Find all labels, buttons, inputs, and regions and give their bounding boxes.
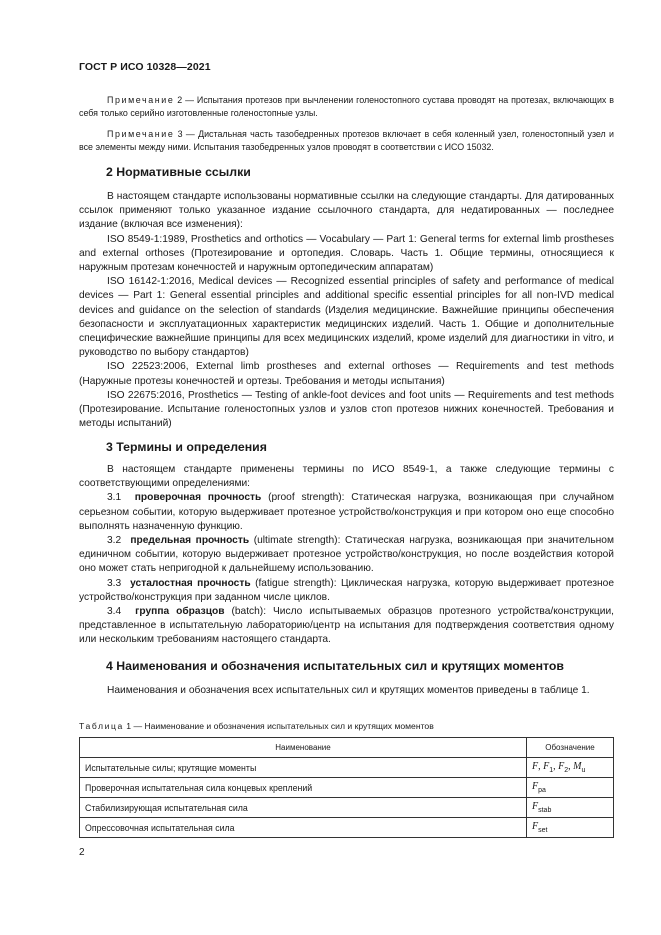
term: предельная прочность xyxy=(130,535,250,547)
cell-name: Испытательные силы; крутящие моменты xyxy=(80,758,527,778)
table-row xyxy=(80,758,614,778)
page-number: 2 xyxy=(79,847,85,858)
term-definition: 3.1 проверочная прочность (proof strength): Статическая нагрузка, возникающая при случайном серьезном событии, которую выдерживает протезное устройство/конструкция и при котором оно еще способно выполнять назначенную функцию. xyxy=(79,492,614,532)
section-3-title: 3 Термины и определения xyxy=(106,440,267,454)
table-body xyxy=(80,758,614,838)
note-text: 3 — Дистальная часть тазобедренных протезов включает в себя коленный узел, голеностопный узел и все элементы между ними. Испытания тазобедренных узлов проводят в соответствии с ИСО 15032. xyxy=(79,129,614,152)
section-2-title: 2 Нормативные ссылки xyxy=(106,165,251,179)
cell-symbol: $F_{set}$ xyxy=(527,818,614,838)
note-label: Примечание xyxy=(107,95,175,105)
column-header-symbol: Обозначение xyxy=(527,738,614,758)
term: усталостная прочность xyxy=(130,577,251,589)
term: проверочная прочность xyxy=(134,492,262,504)
column-header-name: Наименование xyxy=(80,738,527,758)
paragraph: В настоящем стандарте применены термины по ИСО 8549-1, а также следующие термины с соответствующими определениями: xyxy=(79,464,614,490)
table-row xyxy=(80,778,614,798)
term-definition: 3.3 усталостная прочность (fatigue strength): Циклическая нагрузка, которую выдерживает протезное устройство/конструкция при заданном числе циклов. xyxy=(79,577,614,603)
cell-name: Опрессовочная испытательная сила xyxy=(80,818,527,838)
table-row xyxy=(80,818,614,838)
notes-block xyxy=(79,94,614,154)
note-3 xyxy=(79,128,614,154)
section-2-body xyxy=(79,190,614,431)
term-definition: 3.4 группа образцов (batch): Число испытываемых образцов протезного устройства/конструкции, представленное в испытательную лабораторию/центр на испытания для подтверждения соответствия одному или нескольким требованиям настоящего стандарта. xyxy=(79,606,614,646)
reference-item: ISO 8549-1:1989, Prosthetics and orthotics — Vocabulary — Part 1: General terms for external limb prostheses and external orthoses (Протезирование и ортопедия. Словарь. Часть 1. Общие термины, относящиеся к наружным протезам конечностей и наружным ортопедическим аппаратам) xyxy=(79,233,614,274)
note-text: 2 — Испытания протезов при вычленении голеностопного сустава проводят на протезах, включающих в себя только серийно изготовленные голеностопные узлы. xyxy=(79,95,614,118)
table-caption: Таблица 1 — Наименование и обозначения испытательных сил и крутящих моментов xyxy=(79,721,434,731)
term-definition: 3.2 предельная прочность (ultimate strength): Статическая нагрузка, возникающая при значительном единичном событии, которую выдерживает протезное устройство/конструкция, но после воздействия которой оно может стать непригодной к дальнейшему использованию. xyxy=(79,535,614,575)
table-row xyxy=(80,798,614,818)
section-3-body xyxy=(79,463,614,648)
reference-item: ISO 22523:2006, External limb prostheses and external orthoses — Requirements and test methods (Наружные протезы конечностей и ортезы. Требования и методы испытания) xyxy=(79,361,614,387)
paragraph: В настоящем стандарте использованы нормативные ссылки на следующие стандарты. Для датированных ссылок применяют только указанное издание ссылочного стандарта, для недатированных — последнее издание (включая все изменения): xyxy=(79,191,614,231)
cell-name: Проверочная испытательная сила концевых креплений xyxy=(80,778,527,798)
cell-symbol: F, $F_1$, $F_2$, $M_u$ xyxy=(527,758,614,778)
term: группа образцов xyxy=(135,606,225,618)
reference-item: ISO 22675:2016, Prosthetics — Testing of ankle-foot devices and foot units — Requirements and test methods (Протезирование. Испытание голеностопных узлов и узлов стоп протезов нижних конечностей. Требования и методы испытаний) xyxy=(79,389,614,430)
reference-item: ISO 16142-1:2016, Medical devices — Recognized essential principles of safety and performance of medical devices — Part 1: General essential principles and additional specific essential principles for all non-IVD medical devices and guidance on the selection of standards (Изделия медицинские. Важнейшие принципы обеспечения безопасности и эксплуатационных характеристик медицинских изделий. Часть 1. Общие и дополнительные специфические важнейшие принципы для всех медицинских изделий, кроме изделий для диагностики in vitro, и руководство по выбору стандартов) xyxy=(79,276,614,359)
table-1 xyxy=(79,737,614,838)
document-header: ГОСТ Р ИСО 10328—2021 xyxy=(79,61,211,73)
cell-symbol: $F_{stab}$ xyxy=(527,798,614,818)
table-header-row xyxy=(80,738,614,758)
section-4-title: 4 Наименования и обозначения испытательных сил и крутящих моментов xyxy=(106,659,564,673)
note-2 xyxy=(79,94,614,120)
paragraph: Наименования и обозначения всех испытательных сил и крутящих моментов приведены в таблице 1. xyxy=(107,685,590,696)
section-4-body xyxy=(79,684,614,698)
cell-symbol: $F_{pa}$ xyxy=(527,778,614,798)
cell-name: Стабилизирующая испытательная сила xyxy=(80,798,527,818)
note-label: Примечание xyxy=(107,129,175,139)
